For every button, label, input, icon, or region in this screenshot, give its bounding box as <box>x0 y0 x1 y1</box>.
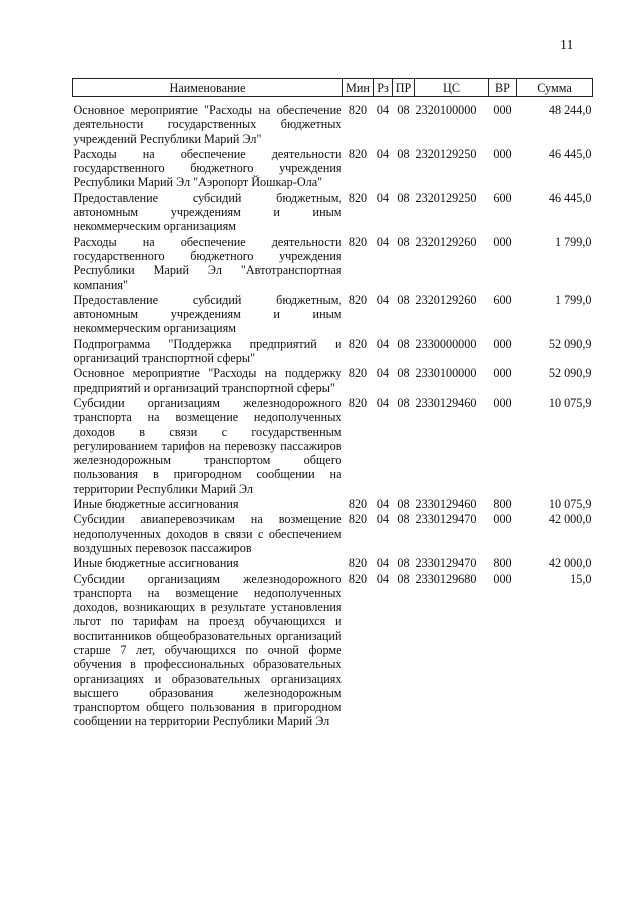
cell-sum: 52 090,9 <box>548 336 592 351</box>
cell-min: 820 <box>348 366 368 381</box>
cell-name: Субсидии авиаперевозчикам на возмещение недополученных доходов в связи с обеспечением воздушных перевозок пассажиров <box>73 512 342 555</box>
cell-min: 820 <box>348 190 368 205</box>
header-sum: Сумма <box>517 79 593 97</box>
cell-name: Предоставление субсидий бюджетным, автономным учреждениям и иным некоммерческим организациям <box>73 292 342 336</box>
cell-rz: 04 <box>376 497 390 512</box>
cell-name: Расходы на обеспечение деятельности государственного бюджетного учреждения Республики Марий Эл "Аэропорт Йошкар-Ола" <box>73 146 342 190</box>
header-rz: Рз <box>374 79 393 97</box>
cell-sum: 48 244,0 <box>548 103 592 117</box>
budget-table <box>72 78 593 730</box>
cell-sum: 10 075,9 <box>548 497 592 512</box>
cell-cs: 2330000000 <box>415 336 477 351</box>
cell-pr: 08 <box>397 556 410 571</box>
table-row <box>73 147 593 191</box>
table-row <box>73 572 593 730</box>
table-row <box>73 556 593 571</box>
cell-sum: 52 090,9 <box>548 366 592 381</box>
cell-sum: 1 799,0 <box>554 292 592 307</box>
cell-pr: 08 <box>397 336 410 351</box>
cell-cs: 2320129260 <box>415 234 477 249</box>
cell-vr: 000 <box>493 512 512 527</box>
cell-min: 820 <box>348 556 368 571</box>
cell-vr: 600 <box>493 190 512 205</box>
cell-rz: 04 <box>376 190 390 205</box>
cell-vr: 800 <box>493 497 512 512</box>
cell-cs: 2320129260 <box>415 292 477 307</box>
cell-rz: 04 <box>376 556 390 571</box>
cell-name: Субсидии организациям железнодорожного транспорта на возмещение недополученных доходов в связи с государственным регулированием тарифов на перевозку пассажиров железнодорожным транспортом общего пользования в пригородном сообщении на территории Республики Марий Эл <box>73 395 342 496</box>
table-row <box>73 366 593 396</box>
cell-pr: 08 <box>397 512 410 527</box>
cell-cs: 2330129470 <box>415 556 477 571</box>
cell-vr: 000 <box>493 571 512 586</box>
table-row <box>73 512 593 556</box>
table-row <box>73 497 593 512</box>
cell-cs: 2320129250 <box>415 146 477 161</box>
cell-pr: 08 <box>397 395 410 410</box>
cell-min: 820 <box>348 512 368 527</box>
cell-pr: 08 <box>397 146 410 161</box>
cell-cs: 2320100000 <box>415 103 477 117</box>
cell-rz: 04 <box>376 234 390 249</box>
cell-min: 820 <box>348 103 368 117</box>
cell-rz: 04 <box>376 571 390 586</box>
table-body <box>73 97 593 730</box>
cell-sum: 42 000,0 <box>548 512 592 527</box>
cell-rz: 04 <box>376 512 390 527</box>
cell-pr: 08 <box>397 571 410 586</box>
cell-name: Иные бюджетные ассигнования <box>73 497 239 512</box>
cell-rz: 04 <box>376 336 390 351</box>
cell-name: Основное мероприятие "Расходы на поддержку предприятий и организаций транспортной сферы" <box>73 366 342 395</box>
cell-name: Основное мероприятие "Расходы на обеспечение деятельности государственных бюджетных учреждений Республики Марий Эл" <box>73 103 342 146</box>
cell-pr: 08 <box>397 292 410 307</box>
cell-vr: 000 <box>493 336 512 351</box>
table-header <box>73 79 593 97</box>
cell-pr: 08 <box>397 103 410 117</box>
cell-sum: 46 445,0 <box>548 146 592 161</box>
cell-vr: 000 <box>493 146 512 161</box>
cell-name: Расходы на обеспечение деятельности государственного бюджетного учреждения Республики Марий Эл "Автотранспортная компания" <box>73 234 342 292</box>
cell-sum: 42 000,0 <box>548 556 592 571</box>
cell-rz: 04 <box>376 292 390 307</box>
cell-sum: 15,0 <box>570 571 592 586</box>
cell-vr: 600 <box>493 292 512 307</box>
header-vr: ВР <box>489 79 517 97</box>
table-row <box>73 396 593 497</box>
cell-pr: 08 <box>397 366 410 381</box>
cell-vr: 000 <box>493 366 512 381</box>
header-pr: ПР <box>393 79 415 97</box>
cell-name: Предоставление субсидий бюджетным, автономным учреждениям и иным некоммерческим организациям <box>73 190 342 234</box>
cell-vr: 000 <box>493 234 512 249</box>
cell-cs: 2320129250 <box>415 190 477 205</box>
header-name: Наименование <box>73 79 343 97</box>
cell-min: 820 <box>348 571 368 586</box>
cell-sum: 1 799,0 <box>554 234 592 249</box>
cell-min: 820 <box>348 234 368 249</box>
table-row <box>73 191 593 235</box>
cell-cs: 2330129460 <box>415 497 477 512</box>
table-row <box>73 293 593 337</box>
cell-min: 820 <box>348 146 368 161</box>
cell-rz: 04 <box>376 395 390 410</box>
cell-pr: 08 <box>397 234 410 249</box>
page-number: 11 <box>560 38 574 53</box>
cell-pr: 08 <box>397 190 410 205</box>
cell-name: Подпрограмма "Поддержка предприятий и организаций транспортной сферы" <box>73 336 342 366</box>
cell-min: 820 <box>348 292 368 307</box>
cell-vr: 000 <box>493 395 512 410</box>
cell-name: Субсидии организациям железнодорожного транспорта на возмещение недополученных доходов, возникающих в результате установления льгот по тарифам на проезд обучающихся и воспитанников общеобразовательных организаций старше 7 лет, обучающихся по очной форме обучения в профессиональных образовательных организациях и образовательных организациях высшего образования железнодорожным транспортом общего пользования в пригородном сообщении на территории Республики Марий Эл <box>73 571 342 729</box>
header-cs: ЦС <box>415 79 489 97</box>
cell-sum: 10 075,9 <box>548 395 592 410</box>
table-row <box>73 235 593 293</box>
cell-pr: 08 <box>397 497 410 512</box>
cell-min: 820 <box>348 395 368 410</box>
cell-min: 820 <box>348 336 368 351</box>
cell-vr: 000 <box>493 103 512 117</box>
cell-sum: 46 445,0 <box>548 190 592 205</box>
cell-cs: 2330129470 <box>415 512 477 527</box>
header-min: Мин <box>343 79 374 97</box>
cell-rz: 04 <box>376 146 390 161</box>
cell-rz: 04 <box>376 366 390 381</box>
table-row <box>73 337 593 367</box>
cell-min: 820 <box>348 497 368 512</box>
cell-rz: 04 <box>376 103 390 117</box>
table-row <box>73 97 593 147</box>
cell-cs: 2330129460 <box>415 395 477 410</box>
cell-name: Иные бюджетные ассигнования <box>73 556 239 571</box>
cell-cs: 2330129680 <box>415 571 477 586</box>
cell-vr: 800 <box>493 556 512 571</box>
cell-cs: 2330100000 <box>415 366 477 381</box>
